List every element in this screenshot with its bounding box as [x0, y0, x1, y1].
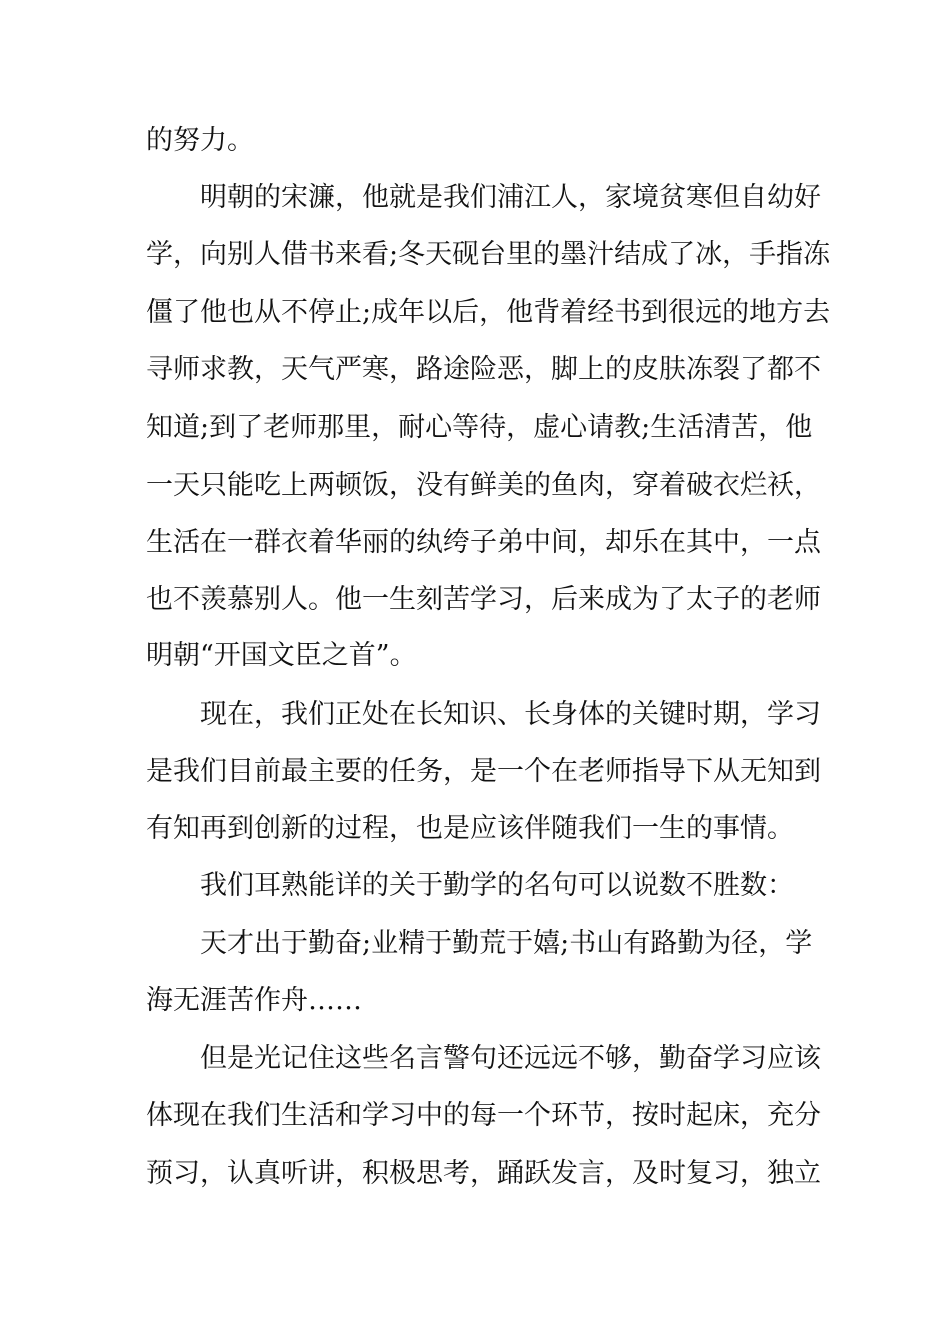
text-line: 天才出于勤奋;业精于勤荒于嬉;书山有路勤为径，学 — [200, 928, 813, 959]
text-line: 预习，认真听讲，积极思考，踊跃发言，及时复习，独立 — [146, 1158, 821, 1189]
text-line: 我们耳熟能详的关于勤学的名句可以说数不胜数： — [200, 870, 794, 901]
text-line: 明朝的宋濂，他就是我们浦江人，家境贫寒但自幼好 — [200, 182, 821, 213]
text-line: 体现在我们生活和学习中的每一个环节，按时起床，充分 — [146, 1100, 821, 1131]
text-line: 的努力。 — [146, 125, 254, 156]
text-line: 寻师求教，天气严寒，路途险恶，脚上的皮肤冻裂了都不 — [146, 354, 821, 385]
text-line: 明朝“开国文臣之首”。 — [146, 640, 417, 671]
text-line: 生活在一群衣着华丽的纨绔子弟中间，却乐在其中，一点 — [146, 527, 821, 558]
text-line: 知道;到了老师那里，耐心等待，虚心请教;生活清苦，他 — [146, 412, 813, 443]
text-line: 一天只能吃上两顿饭，没有鲜美的鱼肉，穿着破衣烂袄， — [146, 470, 821, 501]
text-line: 海无涯苦作舟…… — [146, 985, 362, 1016]
text-line: 是我们目前最主要的任务，是一个在老师指导下从无知到 — [146, 756, 821, 787]
text-line: 但是光记住这些名言警句还远远不够，勤奋学习应该 — [200, 1043, 821, 1074]
text-line: 现在，我们正处在长知识、长身体的关键时期，学习 — [200, 699, 821, 730]
text-line: 僵了他也从不停止;成年以后，他背着经书到很远的地方去 — [146, 297, 831, 328]
text-line: 也不羡慕别人。他一生刻苦学习，后来成为了太子的老师 — [146, 584, 821, 615]
text-line: 学，向别人借书来看;冬天砚台里的墨汁结成了冰，手指冻 — [146, 239, 831, 270]
text-line: 有知再到创新的过程，也是应该伴随我们一生的事情。 — [146, 813, 794, 844]
